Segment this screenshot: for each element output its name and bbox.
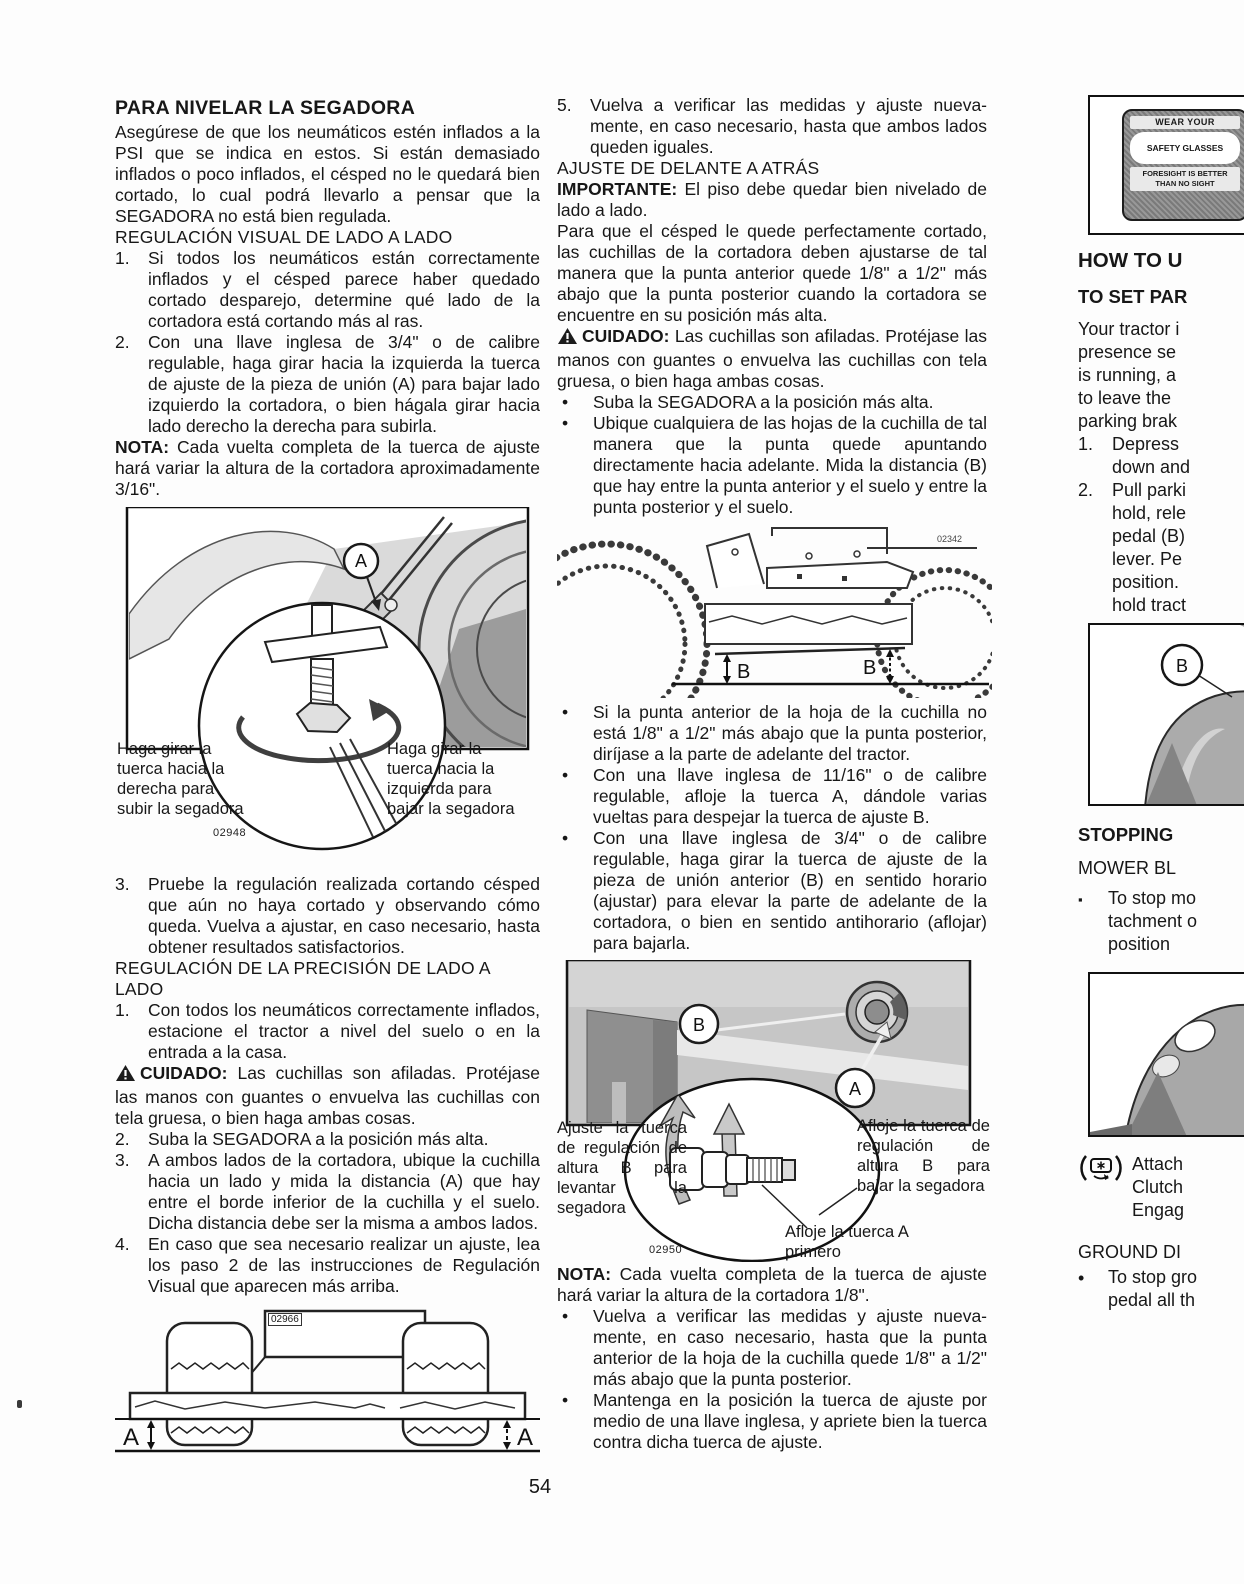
- rear-level-illustration: [115, 1305, 540, 1457]
- text-line: is running, a: [1078, 365, 1177, 385]
- bullet-item: [557, 413, 987, 518]
- bullet-marker: •: [562, 1390, 569, 1410]
- figure-side-adjustment: [115, 507, 540, 872]
- text-line: pedal (B): [1112, 526, 1186, 546]
- figure-callout-raise: Ajuste la tuerca de regulación de altura B para levantar la segadora: [557, 1119, 687, 1217]
- numbered-item: [115, 248, 540, 332]
- important-label: IMPORTANTE:: [557, 179, 678, 199]
- figure-label-a: A: [848, 1079, 862, 1099]
- item-text: Si todos los neumáticos están correctamente inflados y el césped parece haber quedado cortado desparejo, determine qué lado de la cortadora está cortando más al ras.: [148, 248, 540, 331]
- bullet-marker: •: [562, 392, 569, 412]
- heading-mower-blades: MOWER BL: [1078, 858, 1177, 878]
- parking-brake-intro: [1078, 318, 1244, 433]
- warning-triangle-icon: [115, 1064, 136, 1087]
- item-text: En caso que sea necesario realizar un ajuste, lea los paso 2 de las instrucciones de Regulación Visual que aparecen más arriba.: [148, 1234, 540, 1296]
- figure-label-b: B: [1175, 656, 1189, 676]
- bullet-text: Con una llave inglesa de 3/4" o de calibre regulable, haga girar la tuerca de ajuste de la pieza de unión anterior (B) en sentido horario (ajustar) para elevar la parte de adelante de la cortadora, o bien en sentido antihorario (aflojar) para bajarla.: [593, 828, 987, 953]
- warning-triangle-icon: [557, 327, 578, 350]
- bullet-text: Ubique cualquiera de las hojas de la cuchilla de tal manera que la punta quede apuntando directamente hacia adelante. Mida la distancia (B) que hay entre la punta anterior y el suelo y entre la punta posterior y el suelo.: [593, 413, 987, 517]
- numbered-item: [115, 1129, 540, 1150]
- text-line: Clutch: [1132, 1177, 1184, 1197]
- numbered-item: [1078, 433, 1244, 479]
- middle-column: [557, 95, 990, 1453]
- text-line: to leave the: [1078, 388, 1172, 408]
- figure-label-a: A: [354, 551, 368, 571]
- item-number: 2.: [115, 1129, 130, 1149]
- bullet-item: [557, 1306, 987, 1390]
- numbered-item: [115, 1150, 540, 1234]
- attachment-clutch-figure: [1088, 972, 1244, 1137]
- figure-callout-raise: Haga girar la tuerca hacia la derecha para subir la segadora: [117, 740, 244, 818]
- bullet-lines: [1108, 1266, 1197, 1312]
- badge-line-than-no-sight: THAN NO SIGHT: [1155, 179, 1215, 188]
- text-line: To stop gro: [1108, 1267, 1198, 1287]
- figure-number: 02948: [213, 827, 247, 839]
- text-line: lever. Pe: [1112, 549, 1183, 569]
- safety-glasses-badge: [1122, 109, 1244, 221]
- caution-label: CUIDADO:: [140, 1063, 228, 1083]
- blade-height-illustration: [557, 526, 992, 698]
- heading-ground-drive: GROUND DI: [1078, 1242, 1181, 1262]
- item-text: A ambos lados de la cortadora, ubique la cuchilla hacia un lado y mida la distancia (A) que hay entre el borde inferior de la cuchilla y el suelo. Dicha distancia debe ser la misma a ambos lados.: [148, 1150, 540, 1233]
- heading-to-set-parking: TO SET PAR: [1078, 286, 1188, 307]
- front-back-paragraph: Para que el césped le quede perfectamente cortado, las cuchillas de la cortadora deben ajustarse de tal manera que la punta anterior quede 1/8" a 1/2" más abajo que la punta posterior cuando la cortadora se encuentre en su posición más alta.: [557, 221, 987, 325]
- bullet-item: [557, 828, 987, 954]
- bullet-marker: •: [562, 765, 569, 785]
- text-line: position.: [1112, 572, 1180, 592]
- bullet-marker: •: [562, 828, 569, 848]
- text-line: Pull parki: [1112, 480, 1187, 500]
- attachment-clutch-icon: [1078, 1153, 1124, 1222]
- note-text: Cada vuelta completa de la tuerca de ajuste hará variar la altura de la cortadora aproximadamente 3/16".: [115, 437, 540, 499]
- item-number: 1.: [115, 1000, 130, 1020]
- attachment-clutch-illustration: [1090, 974, 1244, 1137]
- subhead-front-to-back: AJUSTE DE DELANTE A ATRÁS: [557, 158, 820, 178]
- item-lines: [1112, 433, 1190, 479]
- bullet-item: [557, 392, 987, 413]
- badge-line-wear-your: WEAR YOUR: [1130, 116, 1240, 129]
- bullet-lines: [1108, 887, 1197, 956]
- figure-rear-level: [115, 1305, 540, 1457]
- item-text: Vuelva a verificar las medidas y ajuste nuevamente, en caso necesario, hasta que ambos lados queden iguales.: [590, 95, 987, 157]
- figure-number: 02342: [937, 534, 963, 544]
- numbered-item: [115, 332, 540, 437]
- bullet-item: [557, 702, 987, 765]
- important-paragraph: [557, 179, 987, 221]
- important-text: El piso debe quedar bien nivelado de lado a lado.: [557, 179, 987, 220]
- right-column: [1076, 95, 1244, 1455]
- bullet-marker: •: [1078, 1268, 1085, 1288]
- figure-label-b-left: B: [737, 661, 751, 683]
- figure-callout-lower: Afloje la tuerca de regulación de altura B para bajar la segadora: [857, 1117, 990, 1195]
- safety-goggles-icon: [1130, 132, 1240, 164]
- item-number: 3.: [115, 874, 130, 894]
- figure-callout-lower: Haga girar la tuerca hacia la izquierda para bajar la segadora: [387, 740, 515, 818]
- attachment-clutch-lines: [1132, 1153, 1184, 1222]
- caution-text: Las cuchillas son afiladas. Protéjase las manos con guantes o envuelva las cuchillas con tela gruesa, o bien haga ambas cosas.: [557, 326, 987, 391]
- figure-label-a-left: A: [123, 1424, 140, 1451]
- bullet-marker: ▪: [1078, 892, 1083, 907]
- text-line: Engag: [1132, 1200, 1185, 1220]
- badge-line-safety-glasses: SAFETY GLASSES: [1146, 143, 1224, 153]
- item-number: 4.: [115, 1234, 130, 1254]
- item-number: 5.: [557, 95, 572, 115]
- figure-number: 02950: [649, 1244, 683, 1256]
- bullet-text: Mantenga en la posición la tuerca de ajuste por medio de una llave inglesa, y apriete bien la tuerca contra dicha tuerca de ajuste.: [593, 1390, 987, 1452]
- bullet-text: Suba la SEGADORA a la posición más alta.: [593, 392, 934, 412]
- note-text: Cada vuelta completa de la tuerca de ajuste hará variar la altura de la cortadora 1/8".: [557, 1264, 987, 1305]
- figure-label-a-right: A: [517, 1424, 534, 1451]
- text-line: position: [1108, 934, 1171, 954]
- numbered-item: [115, 1234, 540, 1297]
- bullet-marker: •: [562, 1306, 569, 1326]
- note-paragraph: [557, 1264, 987, 1306]
- figure-blade-height: [557, 526, 987, 698]
- numbered-item: [115, 1000, 540, 1063]
- figure-front-nut: [557, 960, 990, 1262]
- text-line: pedal all th: [1108, 1290, 1196, 1310]
- caution-label: CUIDADO:: [582, 326, 670, 346]
- text-line: parking brak: [1078, 411, 1178, 431]
- figure-number: 02966: [268, 1313, 302, 1326]
- page-number: 54: [528, 1476, 552, 1498]
- bullet-text: Si la punta anterior de la hoja de la cuchilla no está 1/8" a 1/2" más abajo que la punta posterior, diríjase a la parte de adelante del tractor.: [593, 702, 987, 764]
- bullet-item: [557, 1390, 987, 1453]
- caution-paragraph: [115, 1063, 540, 1129]
- item-number: 1.: [115, 248, 130, 268]
- item-lines: [1112, 479, 1186, 617]
- text-line: hold, rele: [1112, 503, 1187, 523]
- text-line: tachment o: [1108, 911, 1198, 931]
- bullet-item: [557, 765, 987, 828]
- note-paragraph: [115, 437, 540, 500]
- parking-brake-figure: [1088, 623, 1244, 806]
- item-text: Suba la SEGADORA a la posición más alta.: [148, 1129, 489, 1149]
- badge-bottom-lines: [1130, 167, 1240, 191]
- item-number: 1.: [1078, 434, 1094, 454]
- left-column: [115, 95, 540, 1457]
- caution-paragraph: [557, 326, 987, 392]
- parking-brake-illustration: [1090, 625, 1244, 806]
- figure-label-b: B: [692, 1015, 706, 1035]
- text-line: To stop mo: [1108, 888, 1197, 908]
- item-number: 2.: [1078, 480, 1094, 500]
- scan-artifact: [17, 1400, 22, 1408]
- bullet-item: [1078, 1266, 1244, 1312]
- safety-glasses-figure: [1088, 95, 1244, 235]
- text-line: Attach: [1132, 1154, 1184, 1174]
- figure-label-b-right: B: [863, 657, 877, 679]
- heading-how-to: HOW TO U: [1078, 249, 1183, 272]
- note-label: NOTA:: [557, 1264, 612, 1284]
- bullet-item: [1078, 887, 1244, 956]
- bullet-text: Con una llave inglesa de 11/16" o de calibre regulable, afloje la tuerca A, dándole varias vueltas para despejar la tuerca de ajuste B.: [593, 765, 987, 827]
- text-line: presence se: [1078, 342, 1177, 362]
- section-heading-level-mower: PARA NIVELAR LA SEGADORA: [115, 97, 416, 119]
- bullet-marker: •: [562, 413, 569, 433]
- item-number: 2.: [115, 332, 130, 352]
- item-text: Con todos los neumáticos correctamente inflados, estacione el tractor a nivel del suelo o en la entrada a la casa.: [148, 1000, 540, 1062]
- numbered-item: [1078, 479, 1244, 617]
- figure-callout-loosen-first: Afloje la tuerca A primero: [785, 1223, 908, 1261]
- text-line: down and: [1112, 457, 1191, 477]
- caution-text: Las cuchillas son afiladas. Protéjase las manos con guantes o envuelva las cuchillas con tela gruesa, o bien haga ambas cosas.: [115, 1063, 540, 1128]
- numbered-item: [557, 95, 987, 158]
- subhead-precision-adjustment: REGULACIÓN DE LA PRECISIÓN DE LADO A LADO: [115, 958, 490, 999]
- heading-stopping: STOPPING: [1078, 824, 1174, 845]
- item-text: Con una llave inglesa de 3/4" o de calibre regulable, haga girar hacia la izquierda la tuerca de ajuste de la pieza de unión (A) para bajar lado izquierdo la cortadora, o bien hágala girar hacia lado derecho la derecha para subirla.: [148, 332, 540, 436]
- attachment-clutch-row: [1078, 1153, 1244, 1222]
- text-line: hold tract: [1112, 595, 1187, 615]
- item-number: 3.: [115, 1150, 130, 1170]
- text-line: Your tractor i: [1078, 319, 1180, 339]
- subhead-visual-adjustment: REGULACIÓN VISUAL DE LADO A LADO: [115, 227, 453, 247]
- bullet-marker: •: [562, 702, 569, 722]
- note-label: NOTA:: [115, 437, 170, 457]
- bullet-text: Vuelva a verificar las medidas y ajuste nuevamente, en caso necesario, hasta que la punta anterior de la hoja de la cuchilla quede 1/8" a 1/2" más abajo que la punta posterior.: [593, 1306, 987, 1389]
- intro-paragraph: Asegúrese de que los neumáticos estén inflados a la PSI que se indica en estos. Si están demasiado inflados o poco inflados, el césped no le quedará bien cortado, lo cual podrá llevarlo a pensar que la SEGADORA no está bien regulada.: [115, 122, 540, 226]
- item-text: Pruebe la regulación realizada cortando césped que aún no haya cortado y observando cómo queda. Vuelva a ajustar, en caso necesario, hasta obtener resultados satisfactorios.: [148, 874, 540, 957]
- text-line: Depress: [1112, 434, 1180, 454]
- badge-line-foresight: FORESIGHT IS BETTER: [1142, 169, 1228, 178]
- numbered-item: [115, 874, 540, 958]
